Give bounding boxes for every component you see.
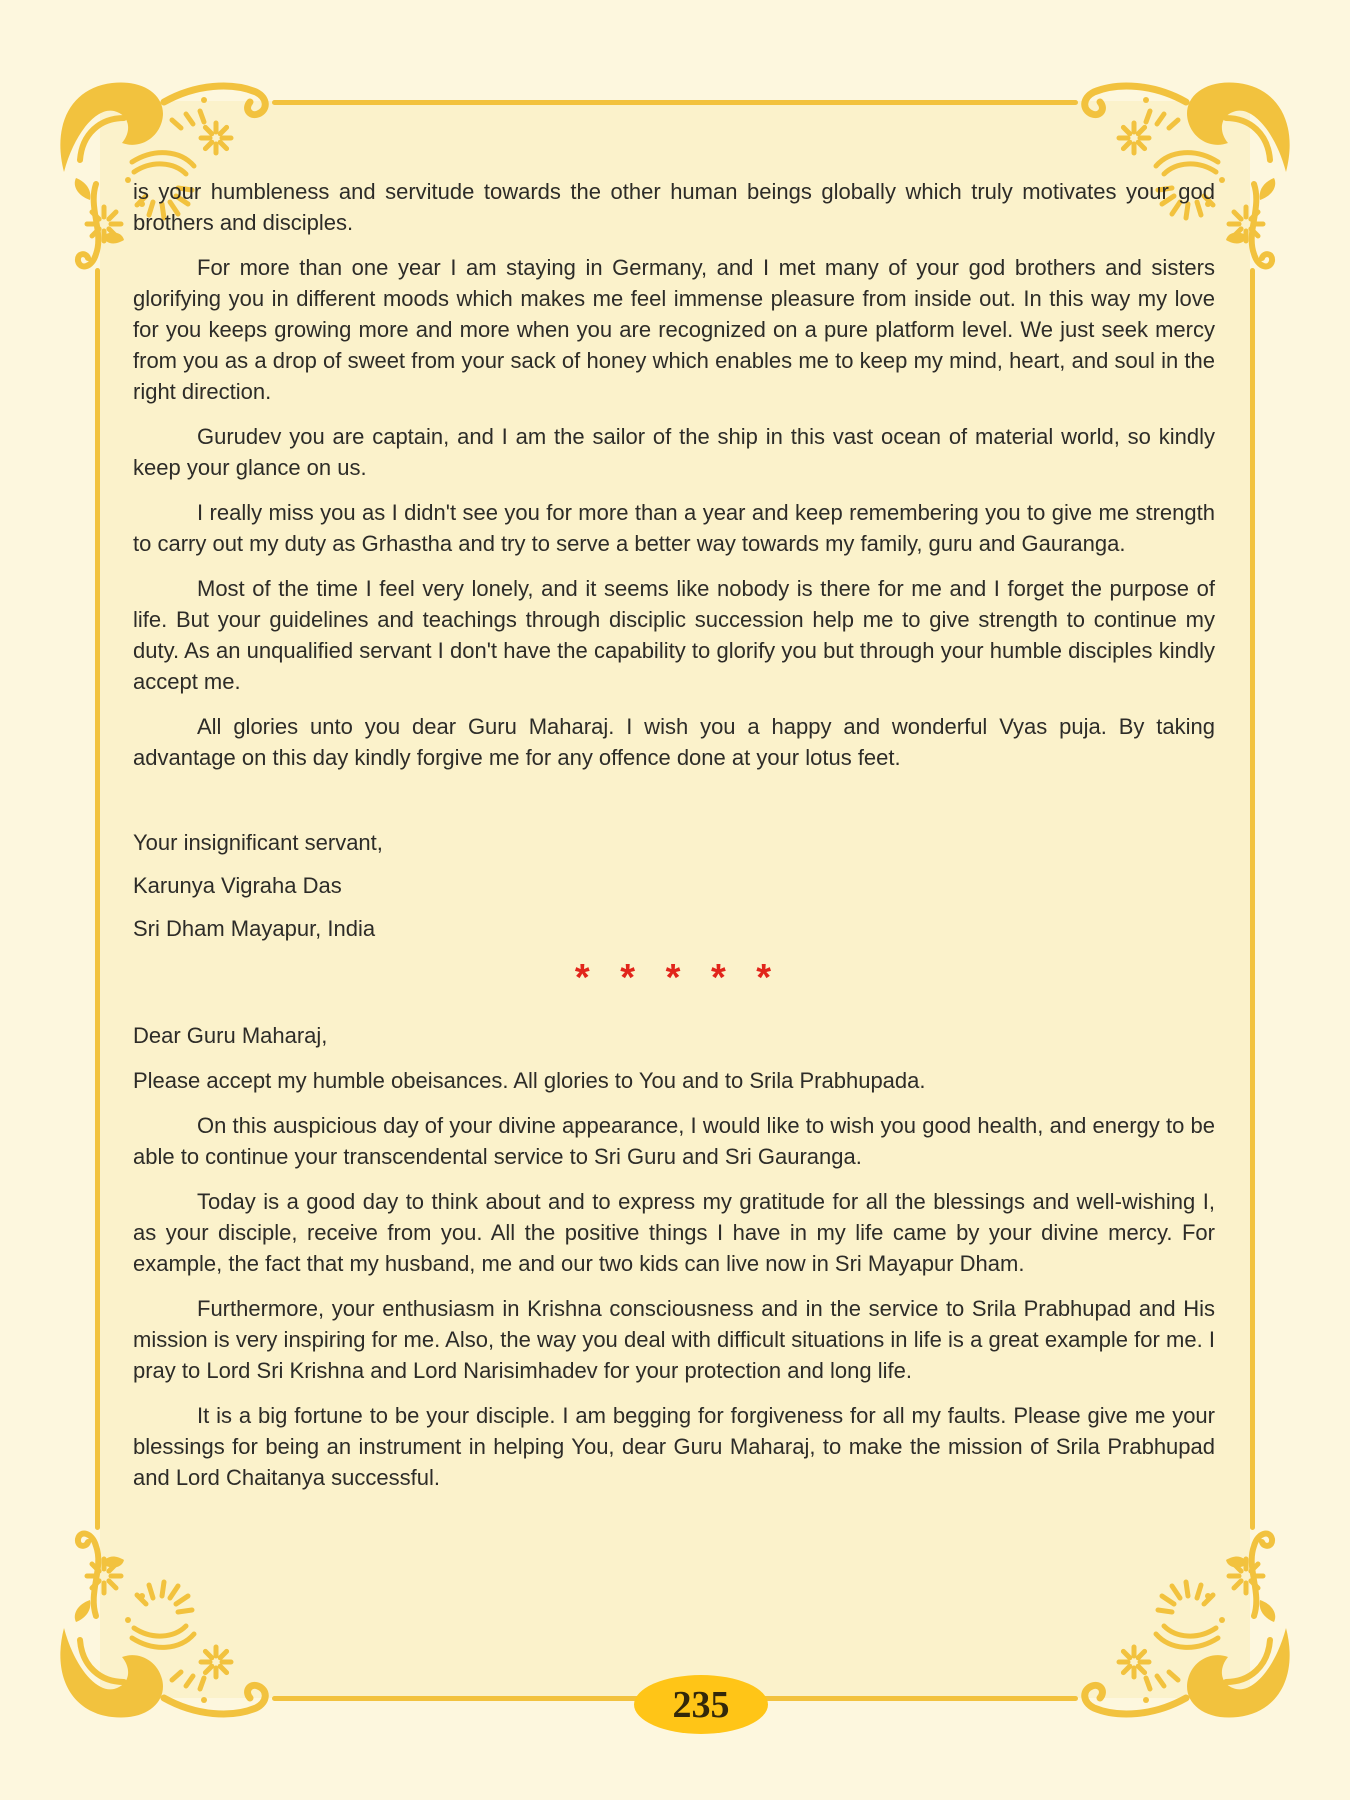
paragraph: Please accept my humble obeisances. All glories to You and to Srila Prabhupada. [133, 1068, 926, 1093]
paragraph: Gurudev you are captain, and I am the sailor of the ship in this vast ocean of material world, so kindly keep your glance on us. [133, 424, 1215, 480]
paragraph: Furthermore, your enthusiasm in Krishna consciousness and in the service to Srila Prabhupad and His mission is very inspiring for me. Also, the way you deal with difficult situations in life is a great example for me. I pray to Lord Sri Krishna and Lord Narisimhadev for your protection and long life. [133, 1296, 1215, 1383]
frame-line-right [1250, 268, 1255, 1530]
salutation: Dear Guru Maharaj, [133, 1023, 328, 1048]
page-number-badge: 235 [634, 1675, 768, 1734]
asterisk-separator: * * * * * [574, 957, 774, 999]
paragraph: It is a big fortune to be your disciple. I am begging for forgiveness for all my faults. Please give me your blessings for being an instrument in helping You, dear Guru Maharaj, to make the mission of Srila Prabhupad and Lord Chaitanya successful. [133, 1403, 1215, 1490]
paragraph: All glories unto you dear Guru Maharaj. I wish you a happy and wonderful Vyas puja. By taking advantage on this day kindly forgive me for any offence done at your lotus feet. [133, 714, 1215, 770]
letters-content [133, 176, 1215, 1507]
paragraph: Most of the time I feel very lonely, and it seems like nobody is there for me and I forget the purpose of life. But your guidelines and teachings through disciplic succession help me to give strength to continue my duty. As an unqualified servant I don't have the capability to glorify you but through your humble disciples kindly accept me. [133, 576, 1215, 694]
letter-1 [133, 176, 1215, 944]
frame-line-left [95, 268, 100, 1530]
paragraph: Today is a good day to think about and to express my gratitude for all the blessings and well-wishing I, as your disciple, receive from you. All the positive things I have in my life came by your divine mercy. For example, the fact that my husband, me and our two kids can live now in Sri Mayapur Dham. [133, 1189, 1215, 1276]
paragraph: is your humbleness and servitude towards the other human beings globally which truly motivates your god brothers and disciples. [133, 179, 1215, 235]
signature-line: Karunya Vigraha Das [133, 873, 342, 898]
letter-2 [133, 1020, 1215, 1493]
floral-corner-ornament-icon [1064, 1489, 1294, 1724]
signature-line: Your insignificant servant, [133, 830, 383, 855]
paragraph: On this auspicious day of your divine appearance, I would like to wish you good health, and energy to be able to continue your transcendental service to Sri Guru and Sri Gauranga. [133, 1113, 1215, 1169]
signature-block [133, 827, 1215, 944]
paragraph: For more than one year I am staying in Germany, and I met many of your god brothers and sisters glorifying you in different moods which makes me feel immense pleasure from inside out. In this way my love for you keeps growing more and more when you are recognized on a pure platform level. We just seek mercy from you as a drop of sweet from your sack of honey which enables me to keep my mind, heart, and soul in the right direction. [133, 255, 1215, 404]
signature-line: Sri Dham Mayapur, India [133, 916, 376, 941]
floral-corner-ornament-icon [56, 1489, 286, 1724]
frame-line-top [272, 100, 1078, 105]
paragraph: I really miss you as I didn't see you for more than a year and keep remembering you to give me strength to carry out my duty as Grhastha and try to serve a better way towards my family, guru and Gauranga. [133, 500, 1215, 556]
